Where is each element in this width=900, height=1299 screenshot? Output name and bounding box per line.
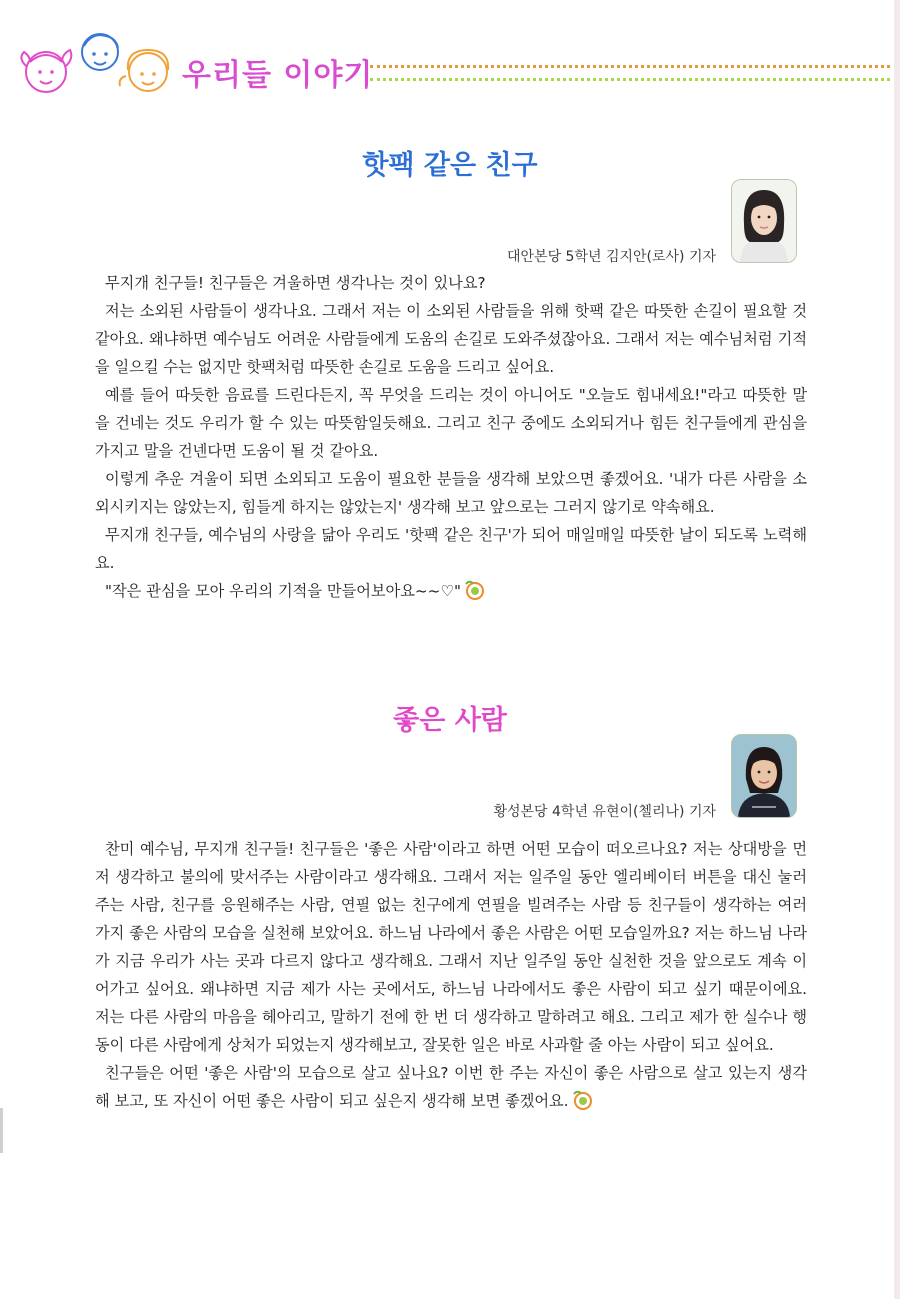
- closing-text: 친구들은 어떤 '좋은 사람'의 모습으로 살고 싶나요? 이번 한 주는 자신이 좋은 사람으로 살고 있는지 생각해 보고, 또 자신이 어떤 좋은 사람이 되고 싶은지 생각해 보면 좋겠어요.: [95, 1064, 807, 1110]
- article-2-title: 좋은 사람: [393, 705, 507, 736]
- section-header: [0, 0, 900, 110]
- paragraph: 이렇게 추운 겨울이 되면 소외되고 도움이 필요한 분들을 생각해 보았으면 좋겠어요. '내가 다른 사람을 소외시키지는 않았는지, 힘들게 하지는 않았는지' 생각해 보고 앞으로는 그러지 않기로 약속해요.: [95, 470, 807, 516]
- dotted-divider-orange: [370, 65, 890, 68]
- reporter-2-photo: [731, 734, 797, 818]
- closing-line: [95, 1059, 807, 1115]
- article-2-byline: 황성본당 4학년 유현이(첼리나) 기자: [493, 804, 716, 820]
- closing-text: "작은 관심을 모아 우리의 기적을 만들어보아요~~♡": [105, 582, 461, 600]
- paragraph: 예를 들어 따듯한 음료를 드린다든지, 꼭 무엇을 드리는 것이 아니어도 "오늘도 힘내세요!"라고 따뜻한 말을 건네는 것도 우리가 할 수 있는 따뜻함일듯해요. 그리고 친구 중에도 소외되거나 힘든 친구들에게 관심을 가지고 말을 건넨다면 도움이 될 것 같아요.: [95, 386, 807, 460]
- page-edge-left: [0, 1108, 3, 1153]
- end-mark-icon: [571, 1090, 595, 1110]
- reporter-1-photo: [731, 179, 797, 263]
- article-1-title: 핫팩 같은 친구: [362, 150, 538, 181]
- article-1-body: [95, 269, 807, 605]
- page-edge-right: [894, 0, 900, 1299]
- paragraph: 무지개 친구들, 예수님의 사랑을 닮아 우리도 '핫팩 같은 친구'가 되어 매일매일 따뜻한 날이 되도록 노력해요.: [95, 526, 807, 572]
- paragraph: 무지개 친구들! 친구들은 겨울하면 생각나는 것이 있나요?: [105, 274, 486, 292]
- closing-line: [95, 577, 807, 605]
- paragraph: 저는 소외된 사람들이 생각나요. 그래서 저는 이 소외된 사람들을 위해 핫팩 같은 따뜻한 손길이 필요할 것 같아요. 왜냐하면 예수님도 어려운 사람들에게 도움의 손길로 도와주셨잖아요. 그래서 저는 예수님처럼 기적을 일으킬 수는 없지만 핫팩처럼 따뜻한 손길로 도움을 드리고 싶어요.: [95, 302, 807, 376]
- kids-illustration-icon: [14, 28, 184, 100]
- dotted-divider-green: [370, 78, 890, 81]
- article-1-byline: 대안본당 5학년 김지안(로사) 기자: [507, 249, 716, 265]
- end-mark-icon: [463, 580, 487, 600]
- section-title: 우리들 이야기: [182, 58, 374, 93]
- paragraph: 찬미 예수님, 무지개 친구들! 친구들은 '좋은 사람'이라고 하면 어떤 모습이 떠오르나요? 저는 상대방을 먼저 생각하고 불의에 맞서주는 사람이라고 생각해요. 그래서 저는 일주일 동안 엘리베이터 버튼을 대신 눌러주는 사람, 친구를 응원해주는 사람, 연필 없는 친구에게 연필을 빌려주는 사람 등 친구들이 생각하는 여러 가지 좋은 사람의 모습을 실천해 보았어요. 하느님 나라에서 좋은 사람은 어떤 모습일까요? 저는 하느님 나라가 지금 우리가 사는 곳과 다르지 않다고 생각해요. 그래서 지난 일주일 동안 실천한 것을 앞으로도 계속 이어가고 싶어요. 왜냐하면 지금 제가 사는 곳에서도, 하느님 나라에서도 좋은 사람이 되고 싶기 때문이에요. 저는 다른 사람의 마음을 헤아리고, 말하기 전에 한 번 더 생각하고 말하려고 해요. 그리고 제가 한 실수나 행동이 다른 사람에게 상처가 되었는지 생각해보고, 잘못한 일은 바로 사과할 줄 아는 사람이 되고 싶어요.: [95, 840, 807, 1054]
- article-2-body: [95, 835, 807, 1115]
